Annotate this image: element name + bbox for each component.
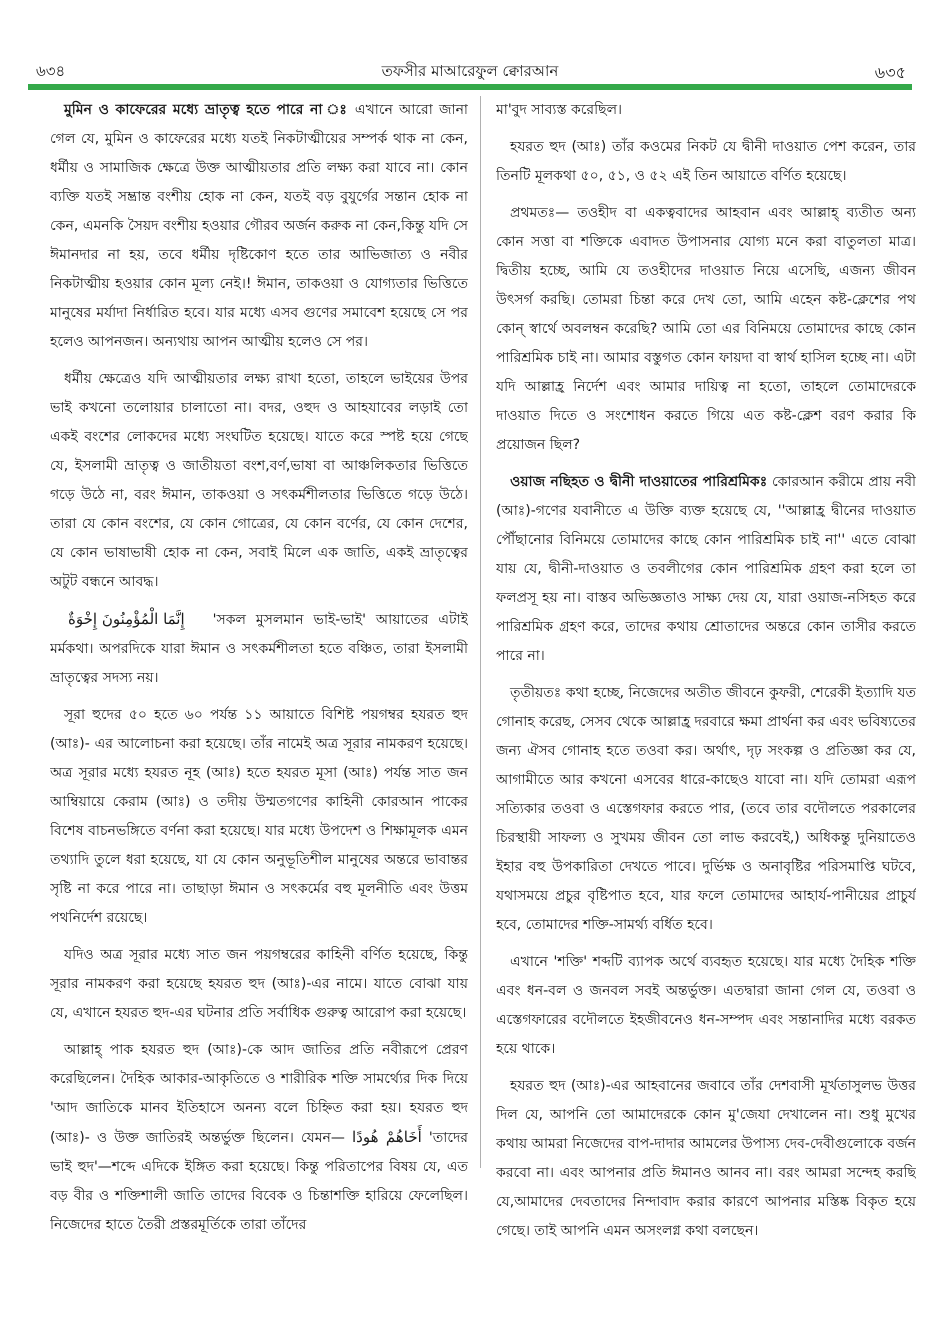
header-rule: [28, 84, 912, 90]
paragraph: হযরত হুদ (আঃ) তাঁর কওমের নিকট যে দ্বীনী দাওয়াত পেশ করেন, তার তিনটি মূলকথা ৫০, ৫১, ও ৫২ এই তিন আয়াতে বর্ণিত হয়েছে।: [496, 139, 916, 184]
paragraph: [50, 96, 468, 357]
paragraph: [50, 605, 468, 693]
paragraph: ধর্মীয় ক্ষেত্রেও যদি আত্মীয়তার লক্ষ্য রাখা হতো, তাহলে ভাইয়ের উপর ভাই কখনো তলোয়ার চালাতো না। বদর, ওহুদ ও আহযাবের লড়াই তো একই বংশের লোকদের মধ্যে সংঘটিত হয়েছে। যাতে করে স্পষ্ট হয়ে গেছে যে, ইসলামী ভ্রাতৃত্ব ও জাতীয়তা বংশ,বর্ণ,ভাষা বা আঞ্চলিকতার ভিত্তিতে গড়ে উঠে না, বরং ঈমান, তাকওয়া ও সৎকর্মশীলতার ভিত্তিতে গড়ে উঠে। তারা যে কোন বংশের, যে কোন গোত্রের, যে কোন বর্ণের, যে কোন দেশের, যে কোন ভাষাভাষী হোক না কেন, সবাই মিলে এক জাতি, একই ভ্রাতৃত্বের অটুট বন্ধনে আবদ্ধ।: [50, 371, 468, 590]
section-heading: মুমিন ও কাফেরের মধ্যে ভ্রাতৃত্ব হতে পারে না ঃ: [64, 102, 349, 118]
page-header: [28, 58, 912, 82]
paragraph: সূরা হুদের ৫০ হতে ৬০ পর্যন্ত ১১ আয়াতে বিশিষ্ট পয়গম্বর হযরত হুদ (আঃ)- এর আলোচনা করা হয়েছে। তাঁর নামেই অত্র সূরার নামকরণ হয়েছে। অত্র সূরার মধ্যে হযরত নূহ (আঃ) হতে হযরত মূসা (আঃ) পর্যন্ত সাত জন আম্বিয়ায়ে কেরাম (আঃ) ও তদীয় উম্মতগণের কাহিনী কোরআন পাকের বিশেষ বাচনভঙ্গিতে বর্ণনা করা হয়েছে। যার মধ্যে উপদেশ ও শিক্ষামূলক এমন তথ্যাদি তুলে ধরা হয়েছে, যা যে কোন অনুভূতিশীল মানুষের অন্তরে ভাবান্তর সৃষ্টি না করে পারে না। তাছাড়া ঈমান ও সৎকর্মের বহু মূলনীতি এবং উত্তম পথনির্দেশ রয়েছে।: [50, 707, 468, 926]
left-column: [50, 96, 468, 1296]
page-number-right: ৬৩৫: [874, 63, 906, 82]
running-title: তফসীর মাআরেফুল ক্বোরআন: [381, 62, 559, 80]
paragraph-text: আল্লাহ্ পাক হযরত হুদ (আঃ)-কে আদ জাতির প্রতি নবীরূপে প্রেরণ করেছিলেন। দৈহিক আকার-আকৃতিতে ও শারীরিক শক্তি সামর্থ্যের দিক দিয়ে 'আদ জাতিকে মানব ইতিহাসে অনন্য বলে চিহ্নিত করা হয়। হযরত হুদ (আঃ)- ও উক্ত জাতিরই অন্তর্ভুক্ত ছিলেন। যেমন—: [50, 1042, 468, 1146]
paragraph-text: এখানে আরো জানা গেল যে, মুমিন ও কাফেরের মধ্যে যতই নিকটাত্মীয়ের সম্পর্ক থাক না কেন, ধর্মীয় ও সামাজিক ক্ষেত্রে উক্ত আত্মীয়তার প্রতি লক্ষ্য করা যাবে না। কোন ব্যক্তি যতই সম্ভ্রান্ত বংশীয় হোক না কেন, যতই বড় বুযুর্গের সন্তান হোক না কেন, এমনকি সৈয়দ বংশীয় হওয়ার গৌরব অর্জন করুক না কেন,কিন্তু যদি সে ঈমানদার না হয়, তবে ধর্মীয় দৃষ্টিকোণ হতে তার আভিজাত্য ও নবীর নিকটাত্মীয় হওয়ার কোন মূল্য নেই।! ঈমান, তাকওয়া ও যোগ্যতার ভিত্তিতে মানুষের মর্যাদা নির্ধারিত হবে। যার মধ্যে এসব গুণের সমাবেশ হয়েছে সে পর হলেও আপনজন। অন্যথায় আপন আত্মীয় হলেও সে পর।: [50, 102, 468, 350]
paragraph-text: 'তাদের ভাই হুদ'—শব্দে এদিকে ইঙ্গিত করা হয়েছে। কিন্তু পরিতাপের বিষয় যে, এত বড় বীর ও শক্তিশালী জাতি তাদের বিবেক ও চিন্তাশক্তি হারিয়ে ফেলেছিল। নিজেদের হাতে তৈরী প্রস্তরমূর্তিকে তারা তাঁদের: [50, 1130, 468, 1233]
right-column: [496, 96, 916, 1296]
paragraph: [496, 468, 916, 671]
arabic-verse: أَخَاهُمْ هُودًا: [351, 1128, 422, 1146]
paragraph: যদিও অত্র সূরার মধ্যে সাত জন পয়গম্বরের কাহিনী বর্ণিত হয়েছে, কিন্তু সূরার নামকরণ করা হয়েছে হযরত হুদ (আঃ)-এর নামে। যাতে বোঝা যায় যে, এখানে হযরত হুদ-এর ঘটনার প্রতি সর্বাধিক গুরুত্ব আরোপ করা হয়েছে।: [50, 947, 468, 1021]
paragraph-text: কোরআন করীমে প্রায় নবী (আঃ)-গণের যবানীতে এ উক্তি ব্যক্ত হয়েছে যে, ''আল্লাহ্র দ্বীনের দাওয়াত পৌঁছানোর বিনিময়ে তোমাদের কাছে কোন পারিশ্রমিক চাই না'' এতে বোঝা যায় যে, দ্বীনী-দাওয়াত ও তবলীগের কোন পারিশ্রমিক গ্রহণ করা হলে তা ফলপ্রসূ হয় না। বাস্তব অভিজ্ঞতাও সাক্ষ্য দেয় যে, যারা ওয়াজ-নসিহত করে পারিশ্রমিক গ্রহণ করে, তাদের কথায় শ্রোতাদের অন্তরে কোন তাসীর করতে পারে না।: [496, 474, 916, 664]
paragraph: প্রথমতঃ— তওহীদ বা একত্ববাদের আহবান এবং আল্লাহ্ ব্যতীত অন্য কোন সত্তা বা শক্তিকে এবাদত উপাসনার যোগ্য মনে করা বাতুলতা মাত্র। দ্বিতীয় হচ্ছে, আমি যে তওহীদের দাওয়াত নিয়ে এসেছি, এজন্য জীবন উৎসর্গ করছি। তোমরা চিন্তা করে দেখ তো, আমি এহেন কষ্ট-ক্লেশের পথ কোন্ স্বার্থে অবলম্বন করেছি? আমি তো এর বিনিময়ে তোমাদের কাছে কোন পারিশ্রমিক চাই না। আমার বস্তুগত কোন ফায়দা বা স্বার্থ হাসিল হচ্ছে না। এটা যদি আল্লাহ্র নির্দেশ এবং আমার দায়িত্ব না হতো, তাহলে তোমাদেরকে দাওয়াত দিতে ও সংশোধন করতে গিয়ে এত কষ্ট-ক্লেশ বরণ করার কি প্রয়োজন ছিল?: [496, 205, 916, 453]
paragraph: তৃতীয়তঃ কথা হচ্ছে, নিজেদের অতীত জীবনে কুফরী, শেরেকী ইত্যাদি যত গোনাহ করেছ, সেসব থেকে আল্লাহ্র দরবারে ক্ষমা প্রার্থনা কর এবং ভবিষ্যতের জন্য ঐসব গোনাহ হতে তওবা কর। অর্থাৎ, দৃঢ় সংকল্প ও প্রতিজ্ঞা কর যে, আগামীতে আর কখনো এসবের ধারে-কাছেও যাবো না। যদি তোমরা এরূপ সত্যিকার তওবা ও এস্তেগফার করতে পার, (তবে তার বদৌলতে পরকালের চিরস্থায়ী সাফল্য ও সুখময় জীবন তো লাভ করবেই,) অধিকন্তু দুনিয়াতেও ইহার বহু উপকারিতা দেখতে পাবে। দুর্ভিক্ষ ও অনাবৃষ্টির পরিসমাপ্তি ঘটবে, যথাসময়ে প্রচুর বৃষ্টিপাত হবে, যার ফলে তোমাদের আহার্য-পানীয়ের প্রাচুর্য হবে, তোমাদের শক্তি-সামর্থ্য বর্ধিত হবে।: [496, 685, 916, 933]
section-heading: ওয়াজ নছিহত ও দ্বীনী দাওয়াতের পারিশ্রমিকঃ: [510, 474, 768, 490]
page-number-left: ৬৩৪: [36, 62, 66, 80]
paragraph: এখানে 'শক্তি' শব্দটি ব্যাপক অর্থে ব্যবহৃত হয়েছে। যার মধ্যে দৈহিক শক্তি এবং ধন-বল ও জনবল সবই অন্তর্ভুক্ত। এতদ্বারা জানা গেল যে, তওবা ও এস্তেগফারের বদৌলতে ইহজীবনেও ধন-সম্পদ এবং সন্তানাদির মধ্যে বরকত হয়ে থাকে।: [496, 954, 916, 1057]
column-divider: [480, 96, 481, 1168]
paragraph: [50, 1036, 468, 1240]
paragraph: মা'বুদ সাব্যস্ত করেছিল।: [496, 102, 623, 118]
paragraph-text: 'সকল মুসলমান ভাই-ভাই' আয়াতের এটাই মর্মকথা। অপরদিকে যারা ঈমান ও সৎকর্মশীলতা হতে বঞ্চিত, তারা ইসলামী ভ্রাতৃত্বের সদস্য নয়।: [50, 612, 468, 686]
paragraph: হযরত হুদ (আঃ)-এর আহবানের জবাবে তাঁর দেশবাসী মূর্খতাসুলভ উত্তর দিল যে, আপনি তো আমাদেরকে কোন মু'জেযা দেখালেন না। শুধু মুখের কথায় আমরা নিজেদের বাপ-দাদার আমলের উপাস্য দেব-দেবীগুলোকে বর্জন করবো না। এবং আপনার প্রতি ঈমানও আনব না। বরং আমরা সন্দেহ করছি যে,আমাদের দেবতাদের নিন্দাবাদ করার কারণে আপনার মস্তিষ্ক বিকৃত হয়ে গেছে। তাই আপনি এমন অসংলগ্ন কথা বলছেন।: [496, 1078, 916, 1239]
arabic-verse: إِنَّمَا الْمُؤْمِنُونَ إِخْوَةٌ: [68, 610, 185, 628]
